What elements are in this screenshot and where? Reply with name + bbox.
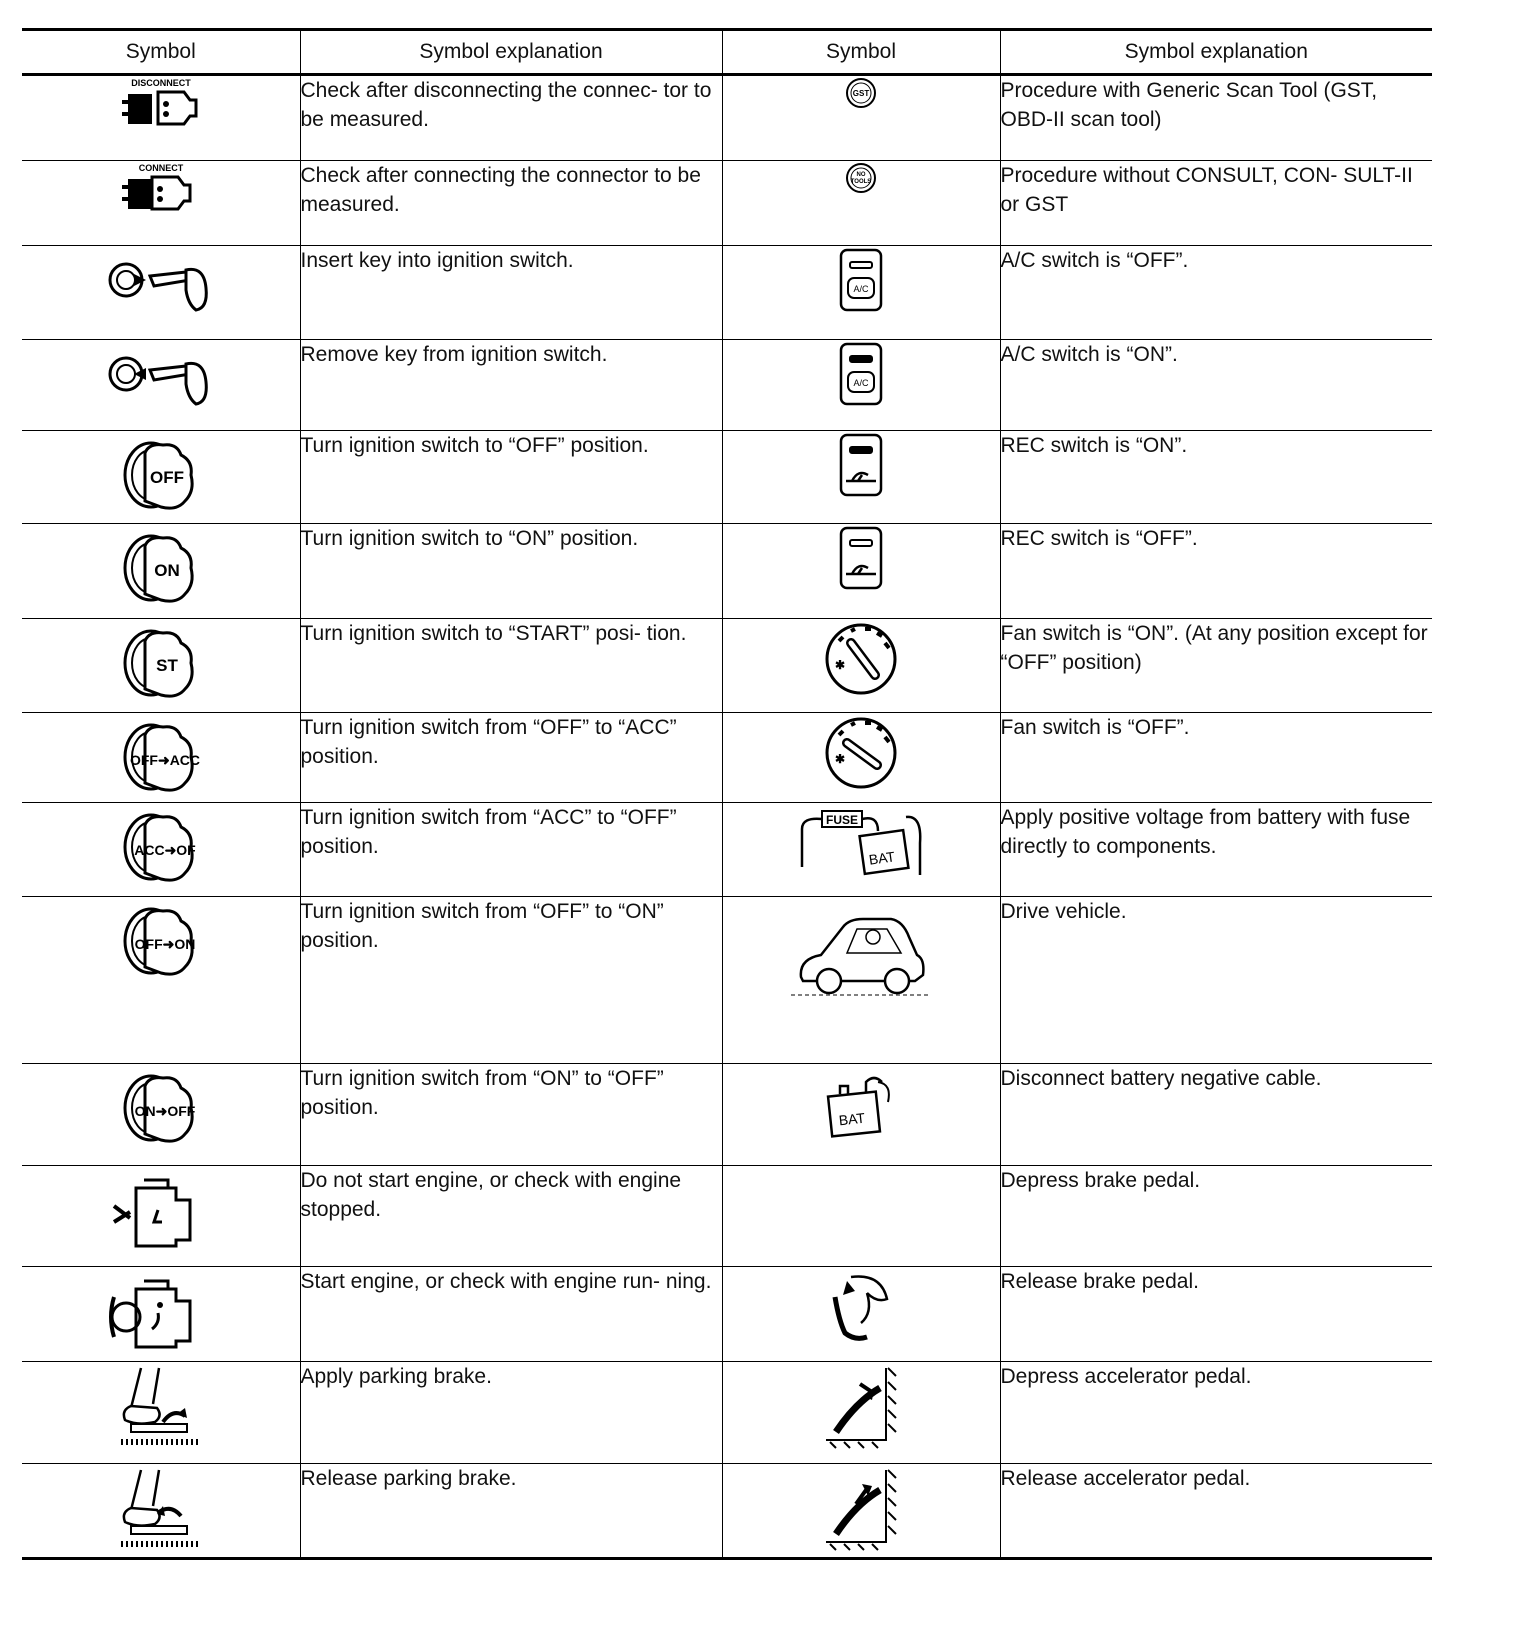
- symbol-cell: [722, 246, 1000, 340]
- icon-label: TOOLS: [850, 179, 872, 185]
- icon-label: DISCONNECT: [130, 78, 191, 88]
- symbol-explanation: Depress accelerator pedal.: [1000, 1362, 1432, 1464]
- symbol-explanation: REC switch is “ON”.: [1000, 431, 1432, 524]
- symbol-explanation: Check after disconnecting the connec- tor to be measured.: [300, 75, 722, 161]
- ignition-on-to-off-icon: [115, 1064, 207, 1150]
- table-row: [22, 1166, 1432, 1267]
- symbol-cell: [22, 713, 300, 803]
- symbol-explanation: Disconnect battery negative cable.: [1000, 1064, 1432, 1166]
- no-tools-icon: [844, 161, 878, 195]
- header-row: [22, 30, 1432, 75]
- fan-switch-on-icon: [821, 619, 901, 699]
- gst-icon: [844, 76, 878, 110]
- rec-switch-off-icon: [836, 524, 886, 594]
- symbol-table: [22, 28, 1432, 1560]
- symbol-explanation: Procedure with Generic Scan Tool (GST, OBD-II scan tool): [1000, 75, 1432, 161]
- table-row: [22, 524, 1432, 619]
- release-parking-brake-icon: [111, 1464, 211, 1554]
- table-row: [22, 340, 1432, 431]
- symbol-explanation: Turn ignition switch to “OFF” position.: [300, 431, 722, 524]
- symbol-cell: [722, 1064, 1000, 1166]
- symbol-explanation: Apply parking brake.: [300, 1362, 722, 1464]
- release-accelerator-icon: [816, 1464, 906, 1554]
- table-row: [22, 1064, 1432, 1166]
- icon-label: OFF➜ACC: [129, 752, 200, 768]
- symbol-cell: [722, 803, 1000, 897]
- symbol-cell: [22, 803, 300, 897]
- table-row: [22, 619, 1432, 713]
- symbol-explanation: Turn ignition switch to “START” posi- tion.: [300, 619, 722, 713]
- header-symbol: Symbol: [22, 30, 300, 75]
- remove-key-icon: [106, 340, 216, 420]
- symbol-cell: [22, 1064, 300, 1166]
- symbol-explanation: A/C switch is “ON”.: [1000, 340, 1432, 431]
- symbol-cell: [722, 431, 1000, 524]
- symbol-cell: [722, 1464, 1000, 1559]
- symbol-cell: [22, 340, 300, 431]
- table-row: [22, 803, 1432, 897]
- icon-label: ACC➜OF: [133, 842, 196, 858]
- symbol-cell: [722, 75, 1000, 161]
- ignition-start-icon: [115, 619, 207, 705]
- symbol-explanation: Depress brake pedal.: [1000, 1166, 1432, 1267]
- symbol-explanation: Release accelerator pedal.: [1000, 1464, 1432, 1559]
- symbol-cell: [722, 619, 1000, 713]
- fan-switch-off-icon: [821, 713, 901, 793]
- symbol-explanation: Fan switch is “OFF”.: [1000, 713, 1432, 803]
- symbol-cell: [722, 897, 1000, 1064]
- symbol-explanation: Remove key from ignition switch.: [300, 340, 722, 431]
- icon-label: NO: [856, 172, 866, 178]
- ignition-on-icon: [115, 524, 207, 610]
- symbol-cell: [722, 524, 1000, 619]
- svg-text:✱: ✱: [835, 658, 846, 672]
- table-row: [22, 1464, 1432, 1559]
- ignition-off-icon: [115, 431, 207, 517]
- symbol-explanation: Check after connecting the connector to be measured.: [300, 161, 722, 246]
- symbol-explanation: Turn ignition switch from “OFF” to “ACC” position.: [300, 713, 722, 803]
- symbol-explanation: Turn ignition switch from “OFF” to “ON” position.: [300, 897, 722, 1064]
- symbol-explanation: Drive vehicle.: [1000, 897, 1432, 1064]
- engine-stopped-icon: [106, 1166, 216, 1256]
- rec-switch-on-icon: [836, 431, 886, 501]
- symbol-cell: [722, 713, 1000, 803]
- symbol-cell: [22, 161, 300, 246]
- symbol-explanation: Release brake pedal.: [1000, 1267, 1432, 1362]
- symbol-explanation: A/C switch is “OFF”.: [1000, 246, 1432, 340]
- disconnect-connector-icon: [106, 76, 216, 136]
- symbol-explanation: Apply positive voltage from battery with fuse directly to components.: [1000, 803, 1432, 897]
- icon-label: ST: [155, 656, 178, 675]
- drive-vehicle-icon: [791, 897, 931, 1007]
- symbol-cell: [722, 1267, 1000, 1362]
- depress-accelerator-icon: [816, 1362, 906, 1452]
- icon-label: BAT: [838, 1109, 866, 1129]
- svg-text:✱: ✱: [835, 752, 846, 766]
- symbol-cell: [22, 524, 300, 619]
- icon-label: A/C: [853, 284, 869, 294]
- symbol-cell: [22, 431, 300, 524]
- table-row: [22, 161, 1432, 246]
- symbol-cell: [22, 1267, 300, 1362]
- symbol-explanation: REC switch is “OFF”.: [1000, 524, 1432, 619]
- engine-running-icon: [106, 1267, 216, 1357]
- symbol-explanation: Procedure without CONSULT, CON- SULT-II or GST: [1000, 161, 1432, 246]
- icon-label: GST: [852, 89, 870, 98]
- connect-connector-icon: [106, 161, 216, 221]
- icon-label: CONNECT: [138, 163, 183, 173]
- symbol-explanation: Do not start engine, or check with engine stopped.: [300, 1166, 722, 1267]
- symbol-explanation: Release parking brake.: [300, 1464, 722, 1559]
- ignition-off-to-on-icon: [115, 897, 207, 983]
- symbol-cell: [22, 1464, 300, 1559]
- icon-label: OFF: [149, 468, 184, 487]
- battery-fuse-icon: [796, 803, 926, 883]
- ac-switch-off-icon: [836, 246, 886, 316]
- symbol-explanation: Turn ignition switch to “ON” position.: [300, 524, 722, 619]
- table-row: [22, 1267, 1432, 1362]
- symbol-cell: [722, 1166, 1000, 1267]
- symbol-explanation: Insert key into ignition switch.: [300, 246, 722, 340]
- symbol-cell: [722, 1362, 1000, 1464]
- icon-label: OFF➜ON: [134, 936, 196, 952]
- symbol-cell: [22, 1166, 300, 1267]
- table-row: [22, 246, 1432, 340]
- symbol-cell: [22, 75, 300, 161]
- symbol-cell: [22, 1362, 300, 1464]
- symbol-cell: [22, 897, 300, 1064]
- table-row: [22, 75, 1432, 161]
- symbol-cell: [722, 161, 1000, 246]
- table-row: [22, 897, 1432, 1064]
- icon-label: ON➜OFF: [134, 1103, 196, 1119]
- header-symbol: Symbol: [722, 30, 1000, 75]
- ignition-off-to-acc-icon: [115, 713, 207, 799]
- symbol-explanation: Fan switch is “ON”. (At any position except for “OFF” position): [1000, 619, 1432, 713]
- apply-parking-brake-icon: [111, 1362, 211, 1452]
- icon-label: ON: [154, 561, 180, 580]
- symbol-explanation: Turn ignition switch from “ON” to “OFF” position.: [300, 1064, 722, 1166]
- header-symbol-explanation: Symbol explanation: [1000, 30, 1432, 75]
- release-brake-pedal-icon: [821, 1267, 901, 1347]
- icon-label: FUSE: [825, 813, 859, 827]
- ac-switch-on-icon: [836, 340, 886, 410]
- ignition-acc-to-off-icon: [115, 803, 207, 889]
- table-row: [22, 431, 1432, 524]
- symbol-cell: [722, 340, 1000, 431]
- insert-key-icon: [106, 246, 216, 326]
- icon-label: BAT: [867, 848, 896, 868]
- battery-disconnect-icon: [816, 1064, 906, 1144]
- header-symbol-explanation: Symbol explanation: [300, 30, 722, 75]
- symbol-cell: [22, 619, 300, 713]
- symbol-explanation: Start engine, or check with engine run- ning.: [300, 1267, 722, 1362]
- icon-label: A/C: [853, 378, 869, 388]
- symbol-explanation: Turn ignition switch from “ACC” to “OFF” position.: [300, 803, 722, 897]
- table-row: [22, 1362, 1432, 1464]
- symbol-cell: [22, 246, 300, 340]
- table-row: [22, 713, 1432, 803]
